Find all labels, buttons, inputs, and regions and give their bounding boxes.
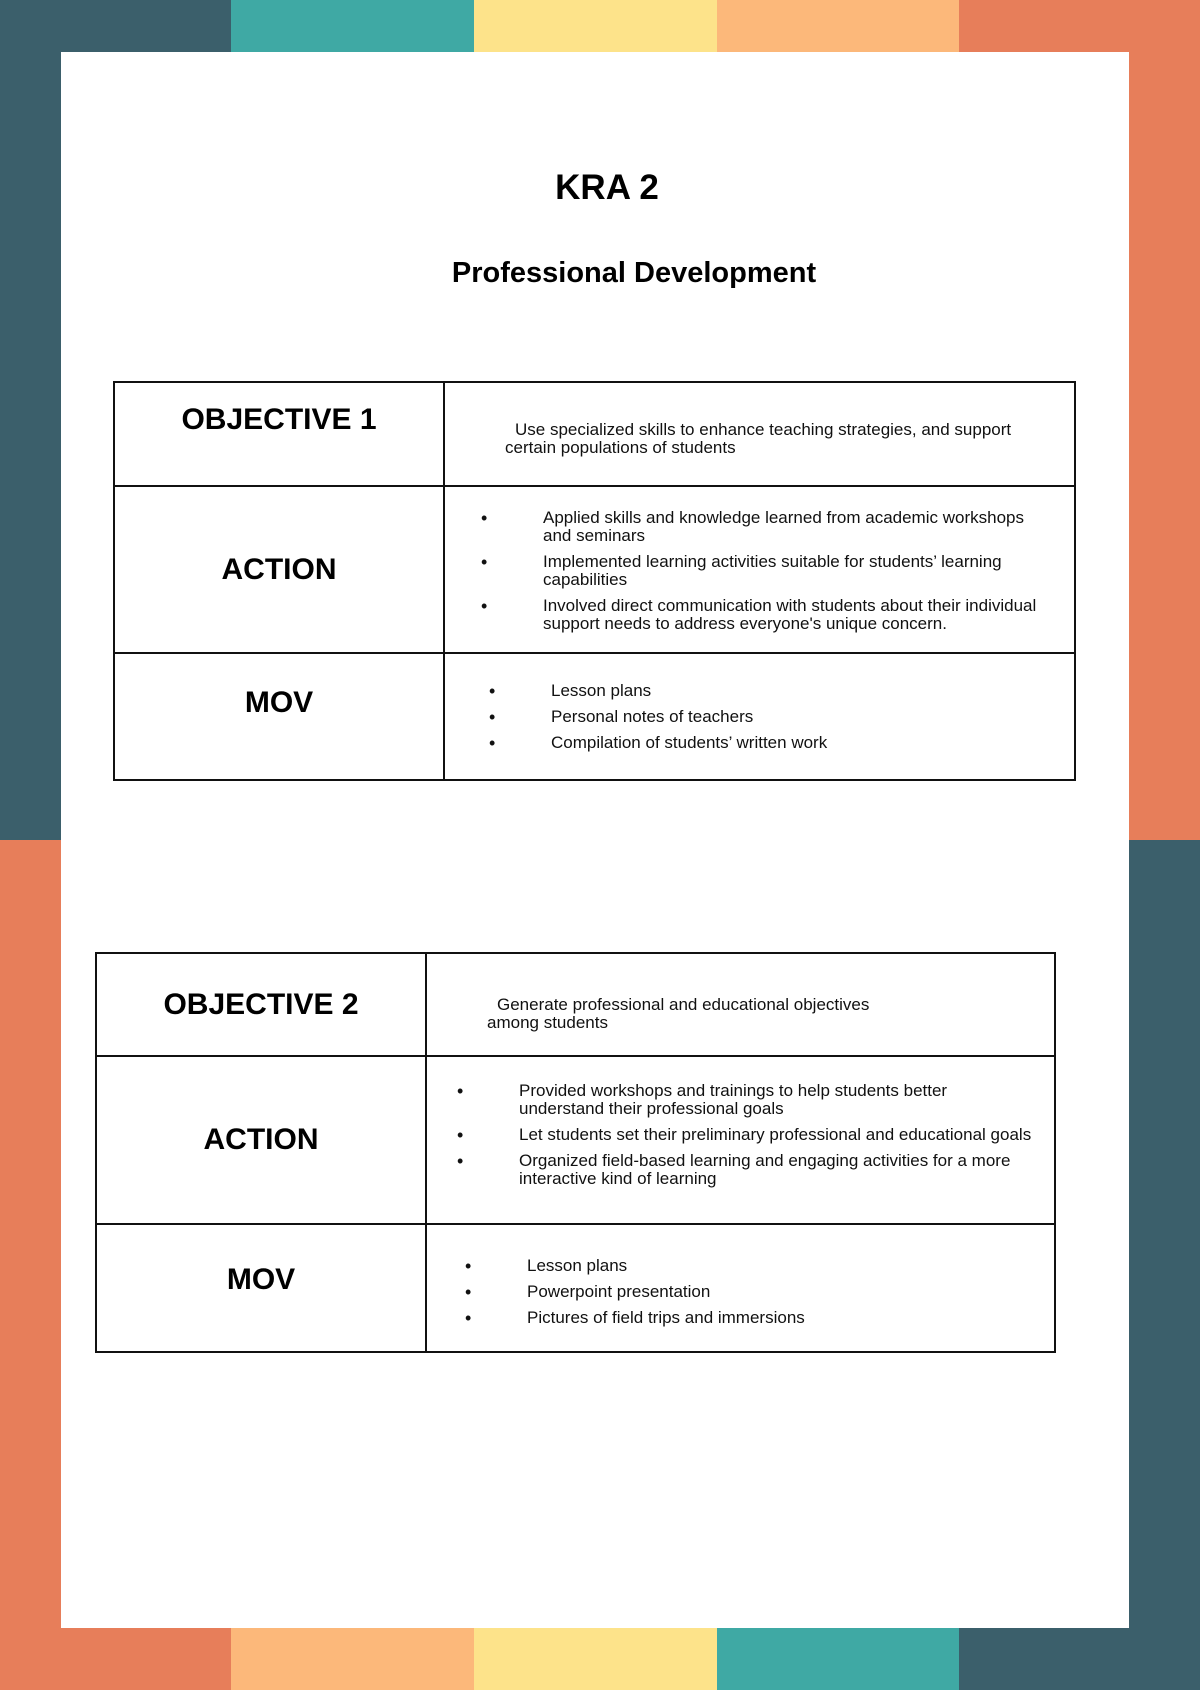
objective-text: Use specialized skills to enhance teaching strategies, and support certain populations of students: [444, 382, 1075, 486]
border-left-top: [0, 0, 61, 840]
border-bottom-4: [717, 1628, 959, 1690]
border-bottom-1: [0, 1628, 231, 1690]
action-item: • Organized field-based learning and engaging activities for a more interactive kind of learning: [457, 1152, 1034, 1188]
border-bottom-2: [231, 1628, 474, 1690]
border-bottom-3: [474, 1628, 717, 1690]
border-left-bottom: [0, 840, 61, 1690]
objective-2-table: [95, 952, 1056, 1353]
objective-label: OBJECTIVE 2: [96, 953, 426, 1056]
action-label: ACTION: [96, 1056, 426, 1224]
mov-label: MOV: [96, 1224, 426, 1352]
action-item: • Involved direct communication with students about their individual support needs to address everyone's unique concern.: [481, 597, 1054, 633]
border-right-bottom: [1129, 840, 1200, 1690]
action-item: • Let students set their preliminary professional and educational goals: [457, 1126, 1034, 1144]
mov-item: • Compilation of students’ written work: [489, 734, 1054, 752]
border-top-3: [474, 0, 717, 52]
page-subtitle: Professional Development: [451, 257, 817, 289]
mov-item: • Powerpoint presentation: [465, 1283, 1034, 1301]
action-item: • Implemented learning activities suitable for students’ learning capabilities: [481, 553, 1054, 589]
action-list: [444, 486, 1075, 653]
mov-label: MOV: [114, 653, 444, 780]
mov-list: [444, 653, 1075, 780]
mov-item: • Lesson plans: [465, 1257, 1034, 1275]
border-top-4: [717, 0, 959, 52]
border-top-2: [231, 0, 474, 52]
objective-label: OBJECTIVE 1: [114, 382, 444, 486]
border-right-top: [1129, 0, 1200, 840]
objective-1-table: [113, 381, 1076, 781]
action-item: • Applied skills and knowledge learned from academic workshops and seminars: [481, 509, 1054, 545]
action-item: • Provided workshops and trainings to help students better understand their professional goals: [457, 1082, 1034, 1118]
mov-item: • Lesson plans: [489, 682, 1054, 700]
mov-item: • Personal notes of teachers: [489, 708, 1054, 726]
mov-item: • Pictures of field trips and immersions: [465, 1309, 1034, 1327]
action-label: ACTION: [114, 486, 444, 653]
page-title: KRA 2: [555, 168, 659, 207]
border-bottom-5: [959, 1628, 1200, 1690]
objective-text: Generate professional and educational objectives among students: [426, 953, 1055, 1056]
mov-list: [426, 1224, 1055, 1352]
action-list: [426, 1056, 1055, 1224]
